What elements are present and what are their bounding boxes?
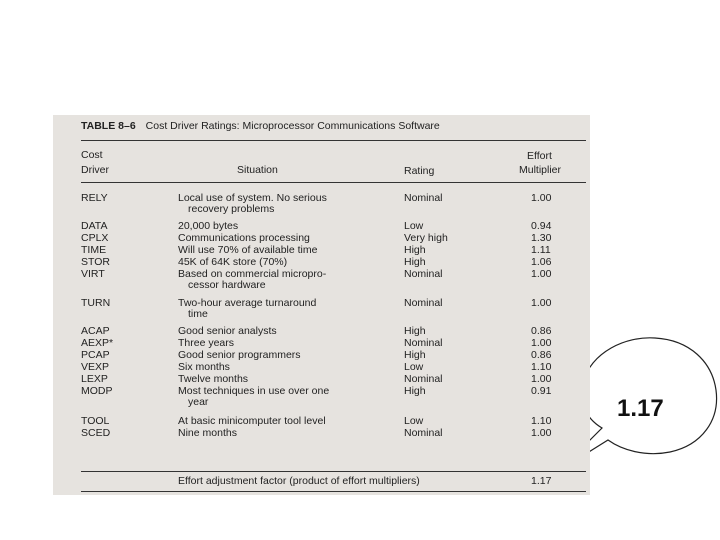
- cell-situation: [178, 298, 418, 320]
- cell-multiplier: 1.10: [531, 415, 552, 427]
- cell-rating: Nominal: [404, 192, 443, 204]
- cell-rating: High: [404, 256, 426, 268]
- cell-situation: [178, 233, 418, 244]
- situation-text: Two-hour average turnaround: [178, 297, 317, 309]
- situation-continuation: year: [188, 396, 209, 408]
- header-situation: Situation: [237, 164, 278, 176]
- cell-situation: [178, 428, 418, 439]
- situation-text: 20,000 bytes: [178, 220, 239, 232]
- table-caption: Cost Driver Ratings: Microprocessor Communications Software: [145, 120, 440, 132]
- cell-driver: VEXP: [81, 361, 110, 373]
- situation-text: Based on commercial micropro-: [178, 268, 327, 280]
- cell-driver: SCED: [81, 427, 111, 439]
- cell-driver: LEXP: [81, 373, 108, 385]
- cell-multiplier: 1.00: [531, 337, 552, 349]
- header-multiplier-2: Multiplier: [519, 164, 562, 176]
- footer-label: Effort adjustment factor (product of effort multipliers): [178, 475, 420, 487]
- table-title: [81, 121, 440, 132]
- situation-text: Good senior analysts: [178, 325, 277, 337]
- footer-rule: [81, 471, 586, 472]
- situation-continuation: recovery problems: [188, 203, 275, 215]
- cell-situation: [178, 416, 418, 427]
- cell-rating: Nominal: [404, 373, 443, 385]
- cell-driver: DATA: [81, 220, 108, 232]
- cell-situation: [178, 338, 418, 349]
- cell-situation: [178, 221, 418, 232]
- cell-rating: Nominal: [404, 427, 443, 439]
- table-label: TABLE 8–6: [81, 120, 136, 132]
- cell-rating: High: [404, 325, 426, 337]
- cell-driver: RELY: [81, 192, 108, 204]
- situation-text: Six months: [178, 361, 230, 373]
- cell-situation: [178, 362, 418, 373]
- cell-situation: [178, 326, 418, 337]
- situation-text: Twelve months: [178, 373, 249, 385]
- cell-multiplier: 1.11: [531, 244, 551, 256]
- cell-driver: ACAP: [81, 325, 110, 337]
- header-driver-1: Cost: [81, 149, 103, 161]
- cell-multiplier: 1.00: [531, 297, 552, 309]
- situation-text: Communications processing: [178, 232, 310, 244]
- header-rating: Rating: [404, 165, 435, 177]
- callout-value: 1.17: [617, 395, 664, 422]
- situation-text: Good senior programmers: [178, 349, 301, 361]
- header-rule: [81, 182, 586, 183]
- cell-multiplier: 1.00: [531, 268, 552, 280]
- cell-rating: Low: [404, 361, 424, 373]
- cell-driver: AEXP*: [81, 337, 114, 349]
- situation-text: At basic minicomputer tool level: [178, 415, 326, 427]
- cell-rating: Very high: [404, 232, 448, 244]
- cell-rating: High: [404, 244, 426, 256]
- cell-multiplier: 0.86: [531, 325, 552, 337]
- table-scan: [53, 115, 590, 495]
- cell-driver: PCAP: [81, 349, 110, 361]
- cell-situation: [178, 386, 418, 408]
- cell-multiplier: 1.30: [531, 232, 552, 244]
- cell-rating: Nominal: [404, 337, 443, 349]
- cell-driver: MODP: [81, 385, 113, 397]
- situation-text: 45K of 64K store (70%): [178, 256, 288, 268]
- cell-driver: TURN: [81, 297, 111, 309]
- situation-text: Three years: [178, 337, 235, 349]
- situation-text: Nine months: [178, 427, 237, 439]
- cell-multiplier: 1.00: [531, 427, 552, 439]
- cell-rating: Low: [404, 415, 424, 427]
- cell-driver: VIRT: [81, 268, 105, 280]
- situation-text: Local use of system. No serious: [178, 192, 327, 204]
- header-multiplier-1: Effort: [527, 150, 552, 162]
- cell-situation: [178, 245, 418, 256]
- cell-multiplier: 1.06: [531, 256, 552, 268]
- cell-situation: [178, 257, 418, 268]
- cell-driver: TIME: [81, 244, 107, 256]
- cell-driver: STOR: [81, 256, 110, 268]
- cell-multiplier: 1.10: [531, 361, 552, 373]
- cell-rating: High: [404, 385, 426, 397]
- situation-continuation: time: [188, 308, 208, 320]
- cell-situation: [178, 374, 418, 385]
- cell-driver: CPLX: [81, 232, 109, 244]
- cell-multiplier: 1.00: [531, 192, 552, 204]
- cell-situation: [178, 269, 418, 291]
- header-driver-2: Driver: [81, 164, 109, 176]
- top-rule: [81, 140, 586, 141]
- cell-rating: High: [404, 349, 426, 361]
- cell-situation: [178, 193, 418, 215]
- footer-value: 1.17: [531, 475, 552, 487]
- cell-multiplier: 0.91: [531, 385, 552, 397]
- situation-continuation: cessor hardware: [188, 279, 266, 291]
- situation-text: Will use 70% of available time: [178, 244, 318, 256]
- cell-rating: Low: [404, 220, 424, 232]
- situation-text: Most techniques in use over one: [178, 385, 330, 397]
- cell-rating: Nominal: [404, 297, 443, 309]
- cell-multiplier: 0.86: [531, 349, 552, 361]
- cell-driver: TOOL: [81, 415, 110, 427]
- cell-multiplier: 1.00: [531, 373, 552, 385]
- bottom-rule: [81, 491, 586, 492]
- cell-situation: [178, 350, 418, 361]
- cell-rating: Nominal: [404, 268, 443, 280]
- cell-multiplier: 0.94: [531, 220, 552, 232]
